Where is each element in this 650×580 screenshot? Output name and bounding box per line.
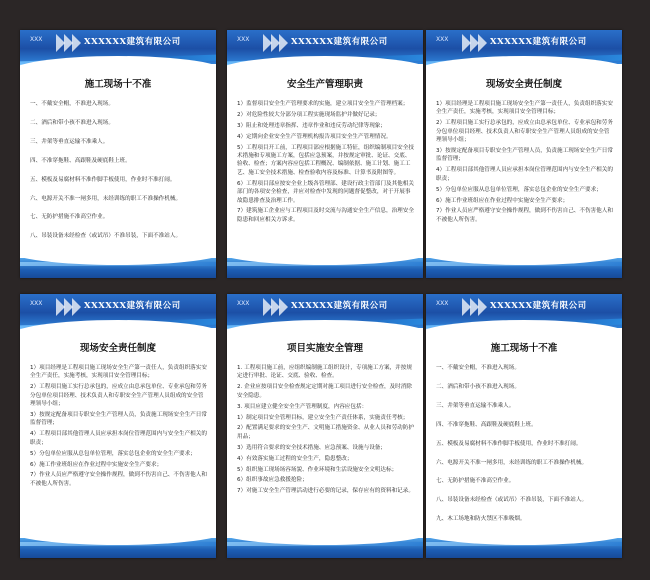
rule-item: 一、不戴安全帽，不准进入现场。 <box>436 365 520 371</box>
board-title: 项目实施安全管理 <box>286 343 363 354</box>
board-title: 现场安全责任制度 <box>79 343 156 354</box>
board-logo-text: XXX <box>237 300 250 307</box>
board-footer-banner <box>20 538 216 558</box>
board-body <box>30 364 208 491</box>
rule-item: 三、井架等垂直运输不准乘人。 <box>436 402 515 409</box>
company-name: XXXXXX建筑有限公司 <box>490 301 587 311</box>
board-header-banner <box>227 30 423 64</box>
company-name: XXXXXX建筑有限公司 <box>490 37 587 47</box>
rule-item: 4）有效落实施工过程的安全生产，隐患整改； <box>237 455 353 462</box>
company-name: XXXXXX建筑有限公司 <box>84 301 181 311</box>
rule-item: 7）作业人员应严格遵守安全操作规程，做到不伤害自己、不伤害他人和不被他人所伤害。 <box>436 208 613 223</box>
board-body <box>237 364 415 498</box>
rule-item: 6）工程项目部应按安全业上级各管理部、建设行政主管部门及其他相关部门的各项安全检查，并应对检查中发现的问题督促整改，对于开展事故隐患排查及治理工作。 <box>237 180 414 204</box>
board-body <box>436 100 614 227</box>
board-logo-text: XXX <box>237 36 250 43</box>
board-footer-banner <box>426 538 622 558</box>
rule-item: 7）建筑施工企业应与工程项目及时交流与沟通安全生产信息，治理安全隐患和回应相关方诉求。 <box>237 208 414 223</box>
rule-item: 五、模板及易腐材料不准作脚手板使用，作业时不准打闹。 <box>436 440 582 447</box>
rule-item: 二、酒后和带小孩不准进入现场。 <box>436 383 520 390</box>
rule-item: 1. 工程项目施工前，应组织编制施工组织设计，专项施工方案，并按规定进行审批、论证、交底、验收、检查。 <box>237 365 412 380</box>
chevron-right-icon <box>279 298 288 316</box>
rule-item: 1）项目经理是工程项目施工现场安全生产第一责任人，负责组织落实安全生产责任，实施考核，实现项目安全管理目标； <box>436 101 613 116</box>
chevron-right-icon <box>478 298 487 316</box>
board-title: 现场安全责任制度 <box>485 79 562 90</box>
rule-item: 八、吊装设备未经检查（或试吊）不准吊装，下面不准站人。 <box>436 497 588 504</box>
board-logo-text: XXX <box>436 300 449 307</box>
board-body <box>436 364 614 553</box>
board-footer-banner <box>227 538 423 558</box>
rule-item: 2）配置满足要求的安全生产、文明施工措施资金、从业人员和劳动防护用品； <box>237 425 414 440</box>
board-title: 施工现场十不准 <box>490 343 558 354</box>
board-title: 安全生产管理职责 <box>286 79 363 90</box>
rule-item: 六、电源开关不准一闸多用，未经训练的职工不准操作机械。 <box>30 195 182 202</box>
rule-item: 四、不准穿拖鞋、高跟鞋及硬底鞋上班。 <box>30 157 131 164</box>
board-footer-banner <box>227 258 423 278</box>
rule-item: 3）选用符合要求的安全技术措施、应急预案、设施与设备； <box>237 444 386 451</box>
chevron-right-icon <box>72 34 81 52</box>
notice-board <box>20 30 216 278</box>
notice-board <box>227 294 423 558</box>
company-name: XXXXXX建筑有限公司 <box>84 37 181 47</box>
rule-item: 6）施工作业班组应在作业过程中实施安全生产要求； <box>30 461 163 468</box>
board-logo-text: XXX <box>30 36 43 43</box>
rule-item: 八、吊装设备未经检查（或试吊）不准吊装，下面不准站人。 <box>30 233 182 240</box>
rule-item: 1）监督项目安全生产管理要求的实施，建立项目安全生产管理档案； <box>237 101 409 107</box>
board-title: 施工现场十不准 <box>84 79 152 90</box>
notice-board <box>426 30 622 278</box>
notice-board <box>426 294 622 558</box>
board-logo-text: XXX <box>436 36 449 43</box>
board-footer-banner <box>426 258 622 278</box>
rule-item: 6）施工作业班组应在作业过程中实施安全生产要求； <box>436 197 569 204</box>
rule-item: 四、不准穿拖鞋、高跟鞋及硬底鞋上班。 <box>436 421 537 428</box>
board-footer-banner <box>20 258 216 278</box>
board-logo-text: XXX <box>30 300 43 307</box>
board-body <box>237 100 415 227</box>
rule-item: 2）对危险性较大分部分项工程实施现场监护并做好记录； <box>237 111 381 118</box>
board-header-banner <box>227 294 423 328</box>
company-name: XXXXXX建筑有限公司 <box>291 37 388 47</box>
rule-item: 七、无防护措施不准高空作业。 <box>30 214 109 221</box>
rule-item: 二、酒后和带小孩不准进入现场。 <box>30 119 114 126</box>
rule-item: 七、无防护措施不准高空作业。 <box>436 478 515 485</box>
company-name: XXXXXX建筑有限公司 <box>291 301 388 311</box>
rule-item: 4）工程项目部其他管理人员应承担本岗位管理范围内与安全生产相关的职责； <box>436 167 613 182</box>
rule-item: 7）对施工安全生产管理活动进行必要的记录，保存应有的资料和记录。 <box>237 488 414 495</box>
rule-item: 5）分包单位应服从总包单位管理，落实总包企业的安全生产要求； <box>30 450 196 457</box>
rule-item: 4）定期向企业安全生产管理机构报告项目安全生产管理情况。 <box>237 133 392 140</box>
rule-item: 3）按规定配备项目专职安全生产管理人员，负责施工现场安全生产日常监督管理； <box>436 148 613 163</box>
rule-item: 3）阻止和处理违章指挥、违章作业和违反劳动纪律等现象； <box>237 122 386 129</box>
rule-item: 六、电源开关不准一闸多用，未经训练的职工不准操作机械。 <box>436 459 588 466</box>
board-header-banner <box>20 294 216 328</box>
rule-item: 5）分包单位应服从总包单位管理，落实总包企业的安全生产要求； <box>436 186 602 193</box>
rule-item: 五、模板及易腐材料不准作脚手板使用，作业时不准打闹。 <box>30 176 176 183</box>
rule-item: 三、井架等垂直运输不准乘人。 <box>30 138 109 145</box>
rule-item: 3）按规定配备项目专职安全生产管理人员，负责施工现场安全生产日常监督管理； <box>30 412 207 427</box>
rule-item: 4）工程项目部其他管理人员应承担本岗位管理范围内与安全生产相关的职责； <box>30 431 207 446</box>
rule-item: 2）工程项目施工实行总承包的，应成立由总承包单位、专业承包和劳务分包单位项目经理、技术负责人和专职安全生产管理人员组成的安全管理领导小组； <box>436 120 613 144</box>
notice-board <box>227 30 423 278</box>
board-header-banner <box>426 294 622 328</box>
rule-item: 5）组织施工现场场容场貌、作业环境和生活设施安全文明达标； <box>237 466 398 473</box>
rule-item: 九、木工场地和防火禁区不准吸烟。 <box>436 516 526 523</box>
rule-item: 1）项目经理是工程项目施工现场安全生产第一责任人，负责组织落实安全生产责任，实施考核，实现项目安全管理目标； <box>30 365 207 380</box>
chevron-right-icon <box>279 34 288 52</box>
rule-item: 6）组织事故应急救援抢险； <box>237 477 308 484</box>
chevron-right-icon <box>478 34 487 52</box>
rule-item: 3. 项目应建立健全安全生产管理制度，内容应包括： <box>237 403 368 410</box>
rule-item: 2）工程项目施工实行总承包的，应成立由总承包单位、专业承包和劳务分包单位项目经理、技术负责人和专职安全生产管理人员组成的安全管理领导小组； <box>30 384 207 408</box>
rule-item: 一、不戴安全帽，不准进入现场。 <box>30 101 114 107</box>
rule-item: 5）工程项目开工前，工程项目部应根据施工特征，组织编制项目安全技术措施和专项施工方案，包括应急预案，并按规定审批、论证、交底、验收、检查；方案内容应包括工程概况、编制依据、施工计划、施工工艺、施工安全技术措施、检查验收内容及标准、计算书及附图等。 <box>237 144 414 176</box>
notice-board <box>20 294 216 558</box>
board-header-banner <box>20 30 216 64</box>
rule-item: 2. 企业应按项目安全检查规定定期对施工项目进行安全检查，及时消除安全隐患。 <box>237 384 412 399</box>
chevron-right-icon <box>72 298 81 316</box>
board-header-banner <box>426 30 622 64</box>
rule-item: 1）制定项目安全管理目标，建立安全生产责任体系，实施责任考核； <box>237 414 409 421</box>
rule-item: 7）作业人员应严格遵守安全操作规程，做到不伤害自己、不伤害他人和不被他人所伤害。 <box>30 472 207 487</box>
